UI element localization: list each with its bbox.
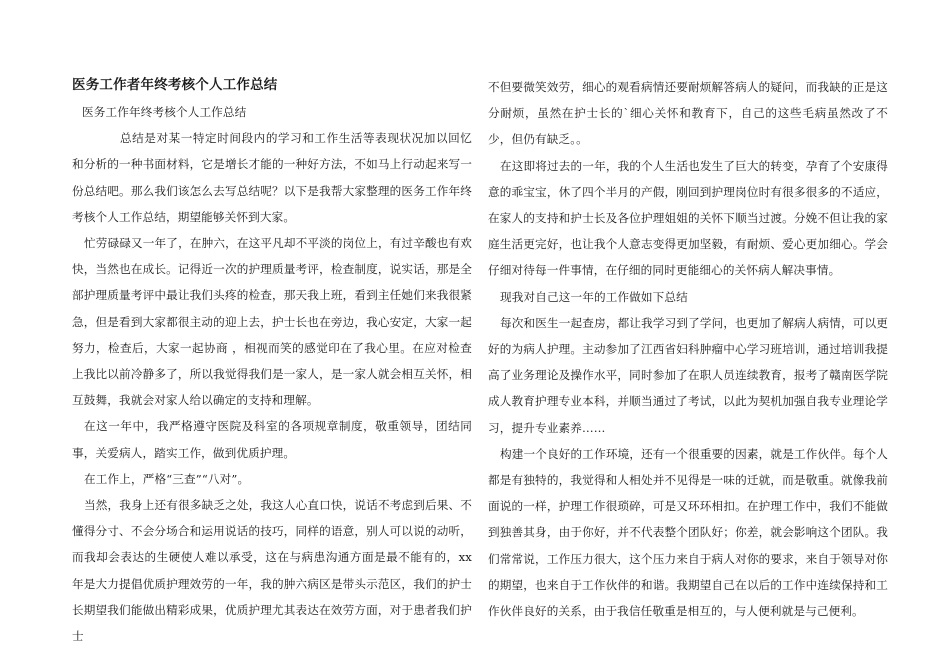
document-title: 医务工作者年终考核个人工作总结 xyxy=(72,77,278,93)
body-paragraph: 当然，我身上还有很多缺乏之处，我这人心直口快，说话不考虑到后果、不懂得分寸、不会分场合和运用说话的技巧，同样的语意，别人可以说的动听，而我却会表达的生硬使人难以承受，这在与病患沟通方面是最不能有的，xx年是大力提倡优质护理效劳的一年，我的肿六病区是带头示范区，我们的护士长期望我们能做出精彩成果，优质护理尤其表达在效劳方面，对于患者我们护士 xyxy=(72,498,472,644)
body-paragraph: 在这一年中，我严格遵守医院及科室的各项规章制度，敬重领导，团结同事，关爱病人，踏实工作，做到优质护理。 xyxy=(72,419,472,460)
body-paragraph: 在工作上，严格“三查”“八对”。 xyxy=(84,471,250,486)
intro-paragraph: 总结是对某一特定时间段内的学习和工作生活等表现状况加以回忆和分析的一种书面材料，它是增长才能的一种好方法，不如马上行动起来写一份总结吧。那么我们该怎么去写总结呢？以下是我帮大家整理的医务工作年终考核个人工作总结，期望能够关怀到大家。 xyxy=(72,131,472,224)
right-column xyxy=(488,74,888,624)
body-paragraph: 每次和医生一起查房，都让我学习到了学问，也更加了解病人病情，可以更好的为病人护理。主动参加了江西省妇科肿瘤中心学习班培训，通过培训我提高了业务理论及操作水平，同时参加了在职人员连续教育，报考了赣南医学院成人教育护理专业本科，并顺当通过了考试，以此为契机加强自我专业理论学习，提升专业素养…… xyxy=(488,315,888,435)
body-paragraph: 忙劳碌碌又一年了，在肿六，在这平凡却不平淡的岗位上，有过辛酸也有欢快，当然也在成长。记得近一次的护理质量考评，检查制度，说实话，那是全部护理质量考评中最让我们头疼的检查，那天我上班，看到主任她们来我很紧急，但是看到大家都很主动的迎上去，护士长也在旁边，我心安定，大家一起努力，检查后，大家一起协商 ，相视而笑的感觉印在了我心里。在应对检查上我比以前冷静多了，所以我觉得我们是一家人，是一家人就会相互关怀，相互鼓舞，我就会对家人给以确定的支持和理解。 xyxy=(72,236,472,408)
body-paragraph: 在这即将过去的一年，我的个人生活也发生了巨大的转变，孕育了个安康得意的乖宝宝，休了四个半月的产假，刚回到护理岗位时有很多很多的不适应，在家人的支持和护士长及各位护理姐姐的关怀下顺当过渡。分娩不但让我的家庭生活更完好，也让我个人意志变得更加坚毅，有耐烦、爱心更加细心。学会仔细对待每一件事情，在仔细的同时更能细心的关怀病人解决事情。 xyxy=(488,158,888,278)
body-paragraph: 构建一个良好的工作环境，还有一个很重要的因素，就是工作伙伴。每个人都是有独特的，我觉得和人相处并不见得是一味的迁就，而是敬重。就像我前面说的一样，护理工作很琐碎，可是又环环相扣。在护理工作中，我们不能做到独善其身，由于你好，并不代表整个团队好；你差，就会影响这个团队。我们常常说，工作压力很大，这个压力来自于病人对你的要求，来自于领导对你的期望，也来自于工作伙伴的和谐。我期望自己在以后的工作中连续保持和工作伙伴良好的关系，由于我信任敬重是相互的，与人便利就是与己便利。 xyxy=(488,446,888,619)
continuation-paragraph: 不但要微笑效劳，细心的观看病情还要耐烦解答病人的疑问，而我缺的正是这分耐烦，虽然在护士长的`细心关怀和教育下，自己的这些毛病虽然改了不少，但仍有缺乏。。 xyxy=(488,80,888,147)
body-paragraph: 现我对自己这一年的工作做如下总结 xyxy=(500,289,688,304)
subtitle-paragraph: 医务工作年终考核个人工作总结 xyxy=(82,105,247,119)
left-column xyxy=(72,74,472,649)
